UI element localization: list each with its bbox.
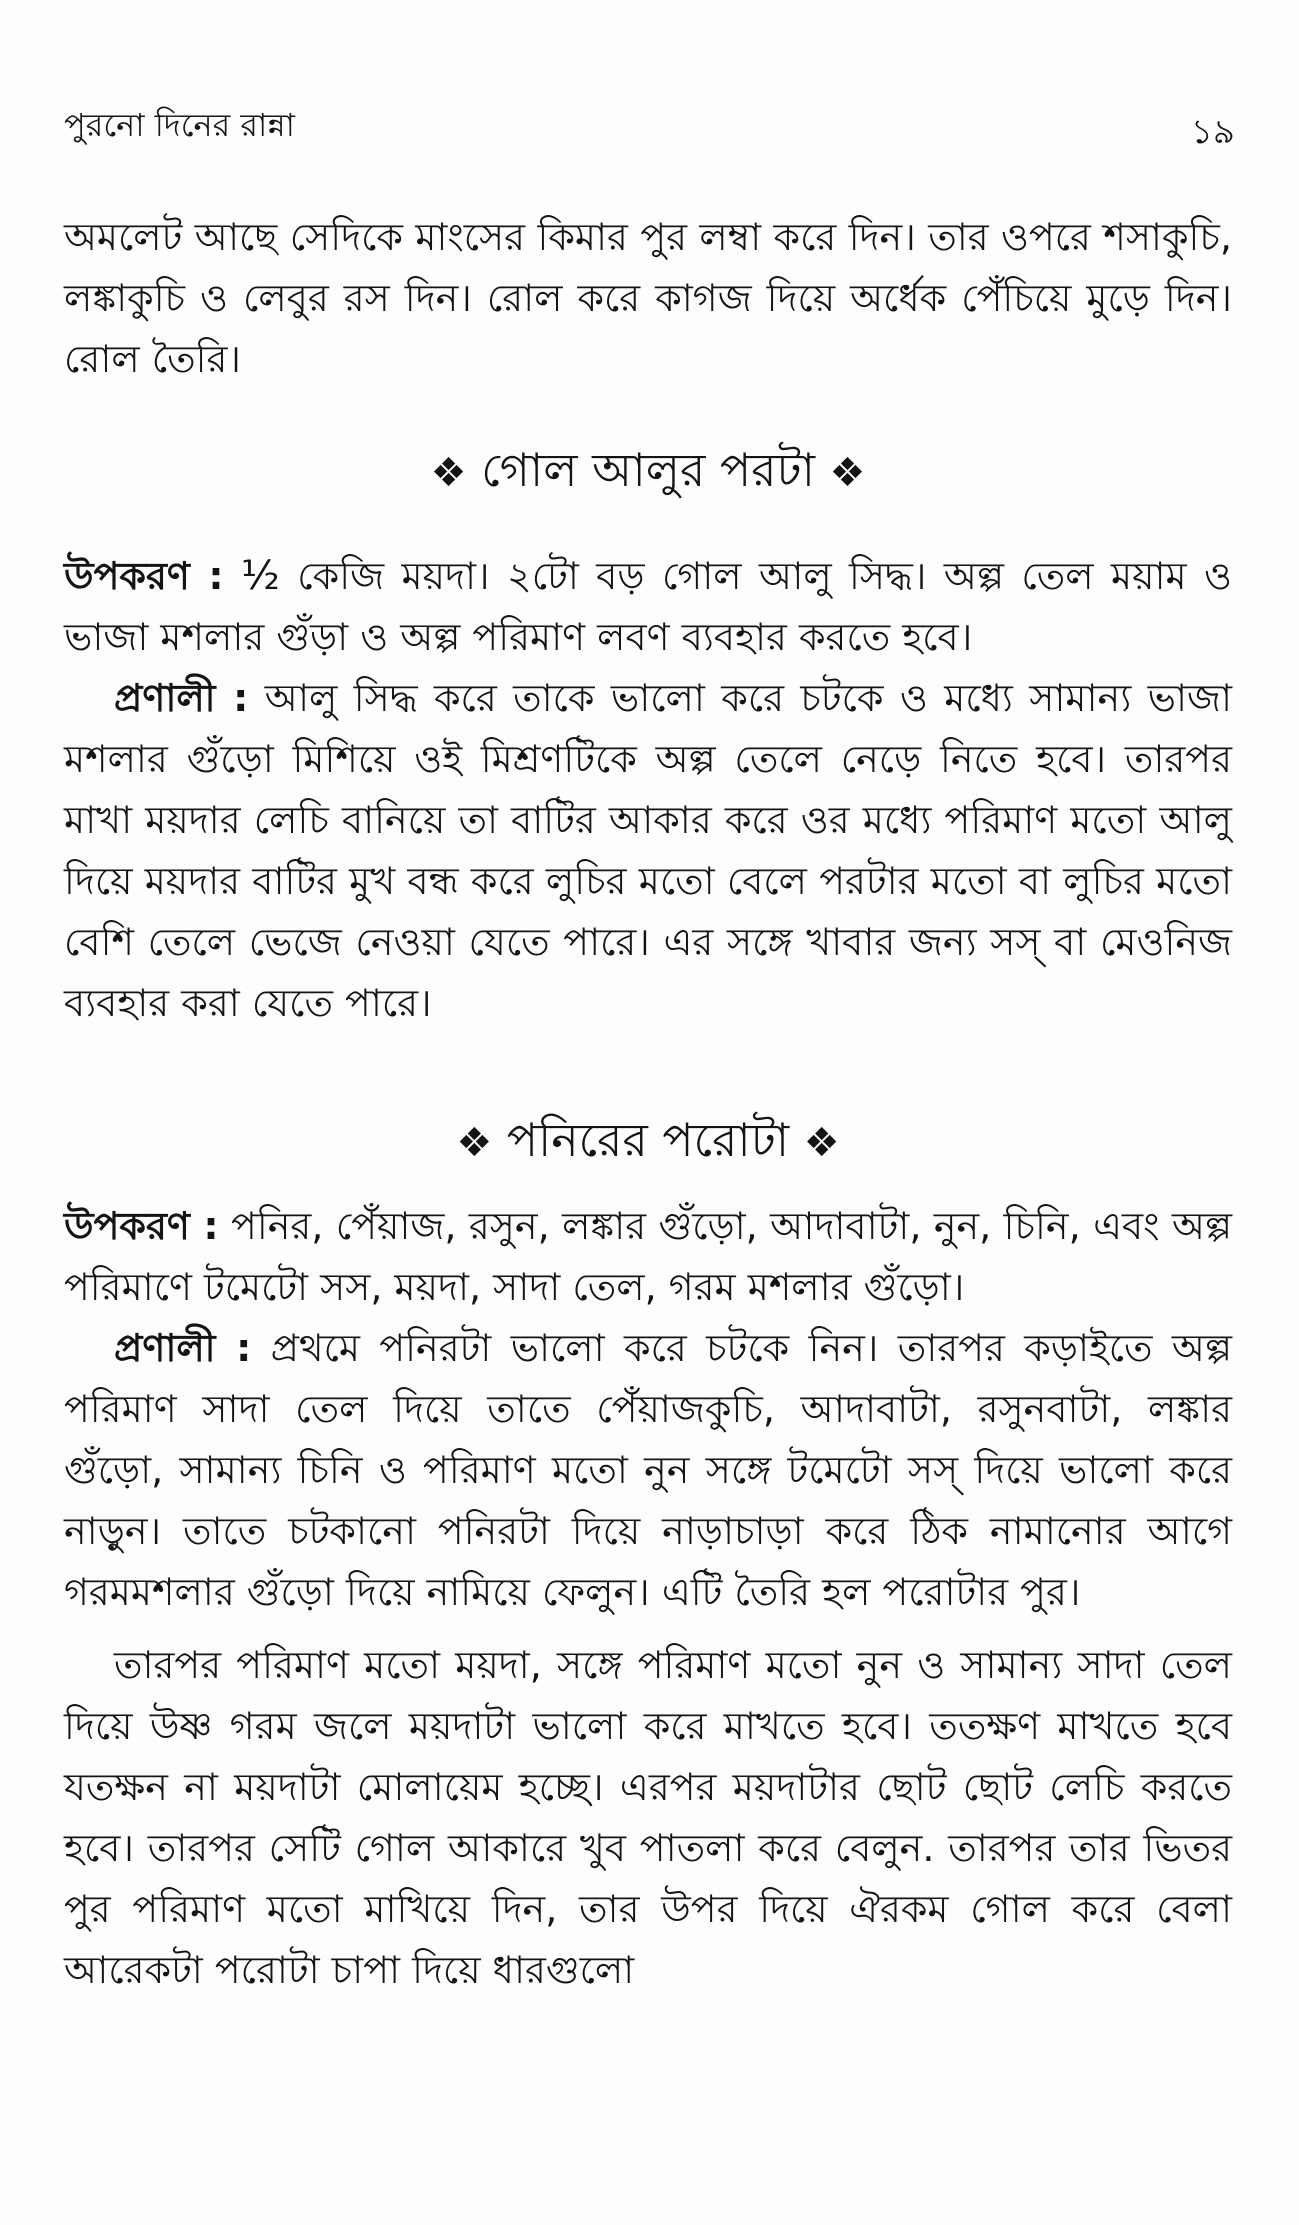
ingredients-paragraph	[64, 546, 1232, 668]
method-label: প্রণালী :	[114, 676, 249, 720]
method-label: প্রণালী :	[114, 1326, 252, 1370]
page-number: ১৯	[1190, 112, 1235, 152]
ingredients-text: পনির, পেঁয়াজ, রসুন, লঙ্কার গুঁড়ো, আদাবাটা, নুন, চিনি, এবং অল্প পরিমাণে টমেটো সস, ময়দা, সাদা তেল, গরম মশলার গুঁড়ো।	[64, 1204, 1232, 1309]
ingredients-fraction: ½	[241, 553, 280, 599]
recipe-paneer-paratha-body	[64, 1196, 1232, 2001]
method-paragraph-continued: তারপর পরিমাণ মতো ময়দা, সঙ্গে পরিমাণ মতো নুন ও সামান্য সাদা তেল দিয়ে উষ্ণ গরম জলে ময়দাটা ভালো করে মাখতে হবে। ততক্ষণ মাখতে হবে যতক্ষন না ময়দাটা মোলায়েম হচ্ছে। এরপর ময়দাটার ছোট ছোট লেচি করতে হবে। তারপর সেটি গোল আকারে খুব পাতলা করে বেলুন. তারপর তার ভিতর পুর পরিমাণ মতো মাখিয়ে দিন, তার উপর দিয়ে ঐরকম গোল করে বেলা আরেকটা পরোটা চাপা দিয়ে ধারগুলো	[64, 1643, 1232, 1992]
ingredients-text: কেজি ময়দা। ২টো বড় গোল আলু সিদ্ধ। অল্প তেল ময়াম ও ভাজা মশলার গুঁড়া ও অল্প পরিমাণ লবণ ব্যবহার করতে হবে।	[64, 554, 1232, 659]
method-paragraph	[64, 1318, 1232, 1623]
ornament-icon: ❖	[829, 450, 866, 496]
intro-section	[64, 207, 1232, 390]
page-header	[64, 100, 1235, 150]
ingredients-paragraph	[64, 1196, 1232, 1318]
ingredients-label: উপকরণ :	[64, 1204, 219, 1248]
running-head: পুরনো দিনের রান্না	[64, 106, 295, 144]
intro-paragraph: অমলেট আছে সেদিকে মাংসের কিমার পুর লম্বা করে দিন। তার ওপরে শসাকুচি, লঙ্কাকুচি ও লেবুর রস দিন। রোল করে কাগজ দিয়ে অর্ধেক পেঁচিয়ে মুড়ে দিন। রোল তৈরি।	[64, 215, 1232, 381]
method-text: আলু সিদ্ধ করে তাকে ভালো করে চটকে ও মধ্যে সামান্য ভাজা মশলার গুঁড়ো মিশিয়ে ওই মিশ্রণটিকে অল্প তেলে নেড়ে নিতে হবে। তারপর মাখা ময়দার লেচি বানিয়ে তা বাটির আকার করে ওর মধ্যে পরিমাণ মতো আলু দিয়ে ময়দার বাটির মুখ বন্ধ করে লুচির মতো বেলে পরটার মতো বা লুচির মতো বেশি তেলে ভেজে নেওয়া যেতে পারে। এর সঙ্গে খাবার জন্য সস্ বা মেওনিজ ব্যবহার করা যেতে পারে।	[64, 676, 1232, 1025]
recipe-aloo-paratha-body	[64, 546, 1232, 1034]
recipe-title-text: পনিরের পরোটা	[506, 1113, 790, 1167]
recipe-aloo-paratha	[64, 440, 1232, 503]
method-text: প্রথমে পনিরটা ভালো করে চটকে নিন। তারপর কড়াইতে অল্প পরিমাণ সাদা তেল দিয়ে তাতে পেঁয়াজকুচি, আদাবাটা, রসুনবাটা, লঙ্কার গুঁড়ো, সামান্য চিনি ও পরিমাণ মতো নুন সঙ্গে টমেটো সস্ দিয়ে ভালো করে নাড়ুন। তাতে চটকানো পনিরটা দিয়ে নাড়াচাড়া করে ঠিক নামানোর আগে গরমমশলার গুঁড়ো দিয়ে নামিয়ে ফেলুন। এটি তৈরি হল পরোটার পুর।	[64, 1326, 1232, 1614]
ingredients-label: উপকরণ :	[64, 554, 224, 598]
recipe-title-text: গোল আলুর পরটা	[481, 443, 815, 497]
ornament-icon: ❖	[456, 1120, 493, 1166]
method-paragraph	[64, 668, 1232, 1034]
recipe-title	[64, 1110, 1232, 1173]
ornament-icon: ❖	[430, 450, 467, 496]
recipe-title	[64, 440, 1232, 503]
ornament-icon: ❖	[803, 1120, 840, 1166]
recipe-paneer-paratha	[64, 1110, 1232, 1173]
